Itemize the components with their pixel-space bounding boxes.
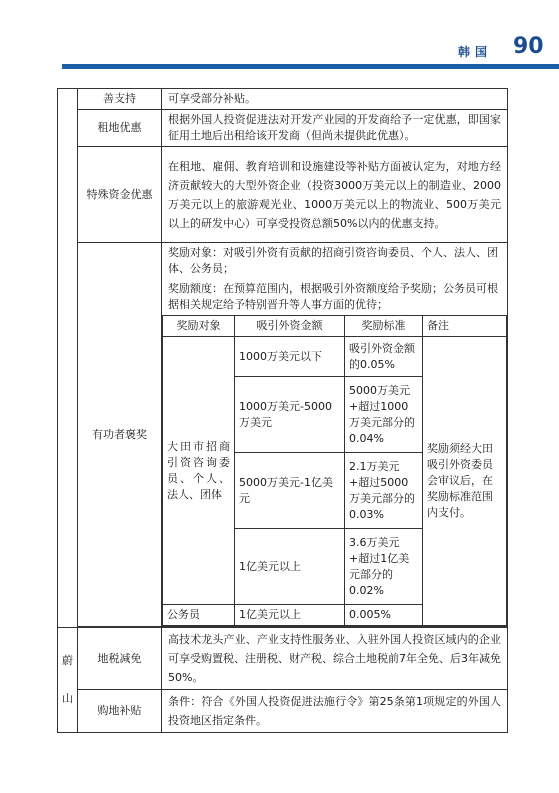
reward-header-note: 备注	[423, 316, 507, 337]
row-label-land: 购地补贴	[78, 690, 162, 733]
reward-header-standard: 奖励标准	[345, 316, 423, 337]
row-content-land: 条件：符合《外国人投资促进法施行令》第25条第1项规定的外国人投资地区指定条件。	[162, 690, 508, 733]
row-label-tax: 地税减免	[78, 628, 162, 690]
reward-header-row	[163, 316, 507, 337]
table-row	[58, 628, 508, 690]
reward-amount: 1000万美元-5000万美元	[235, 377, 345, 453]
table-row	[58, 147, 508, 243]
region-cell-top	[58, 89, 78, 628]
table-row	[58, 243, 508, 627]
header-country: 韩国	[458, 45, 493, 59]
row-content-goodwill: 可享受部分补贴。	[162, 89, 508, 110]
reward-header-amount: 吸引外资金额	[235, 316, 345, 337]
reward-civil-amount: 1亿美元以上	[235, 605, 345, 626]
page-number: 90	[513, 34, 544, 59]
reward-intro-amount: 奖励额度：在预算范围内，根据吸引外资额度给予奖励；公务员可根据相关规定给予特别晋升等人事方面的优待；	[168, 282, 498, 311]
row-content-special-fund: 在租地、雇佣、教育培训和设施建设等补贴方面被认定为，对地方经济贡献较大的大型外资企业（投资3000万美元以上的制造业、2000万美元以上的旅游观光业、1000万美元以上的物流业、500万美元以上的研发中心）可享受投资总额50%以内的优惠支持。	[162, 147, 508, 243]
reward-header-target: 奖励对象	[163, 316, 235, 337]
row-content-tax: 高技术龙头产业、产业支持性服务业、入驻外国人投资区域内的企业可享受购置税、注册税、财产税、综合土地税前7年全免、后3年减免50%。	[162, 628, 508, 690]
table-row	[58, 110, 508, 147]
reward-table	[162, 315, 507, 626]
reward-amount: 5000万美元-1亿美元	[235, 453, 345, 529]
region-char-1: 蔚	[62, 654, 73, 667]
header-rule	[62, 64, 559, 69]
reward-standard: 5000万美元+超过1000万美元部分的0.04%	[345, 377, 423, 453]
reward-group-target: 大田市招商引资咨询委员、个人、法人、团体	[163, 337, 235, 605]
row-label-goodwill: 善支持	[78, 89, 162, 110]
reward-note: 奖励须经大田吸引外资委员会审议后，在奖励标准范围内支付。	[423, 337, 507, 626]
reward-standard: 吸引外资金额的0.05%	[345, 337, 423, 377]
region-char-2: 山	[62, 692, 73, 705]
reward-row	[163, 337, 507, 377]
row-label-reward: 有功者褒奖	[78, 243, 162, 627]
row-content-reward	[162, 243, 508, 627]
row-label-rent: 租地优惠	[78, 110, 162, 147]
table-row	[58, 89, 508, 110]
reward-standard: 3.6万美元+超过1亿美元部分的0.02%	[345, 529, 423, 605]
table-row	[58, 690, 508, 733]
row-content-rent: 根据外国人投资促进法对开发产业园的开发商给予一定优惠，即国家征用土地后出租给该开发商（但尚未提供此优惠）。	[162, 110, 508, 147]
reward-civil-target: 公务员	[163, 605, 235, 626]
row-label-special-fund: 特殊资金优惠	[78, 147, 162, 243]
reward-intro-target: 奖励对象：对吸引外资有贡献的招商引资咨询委员、个人、法人、团体、公务员；	[168, 246, 498, 275]
policy-table	[57, 88, 508, 733]
reward-amount: 1000万美元以下	[235, 337, 345, 377]
reward-standard: 2.1万美元+超过5000万美元部分的0.03%	[345, 453, 423, 529]
reward-civil-standard: 0.005%	[345, 605, 423, 626]
region-cell-ulsan	[58, 628, 78, 733]
reward-amount: 1亿美元以上	[235, 529, 345, 605]
